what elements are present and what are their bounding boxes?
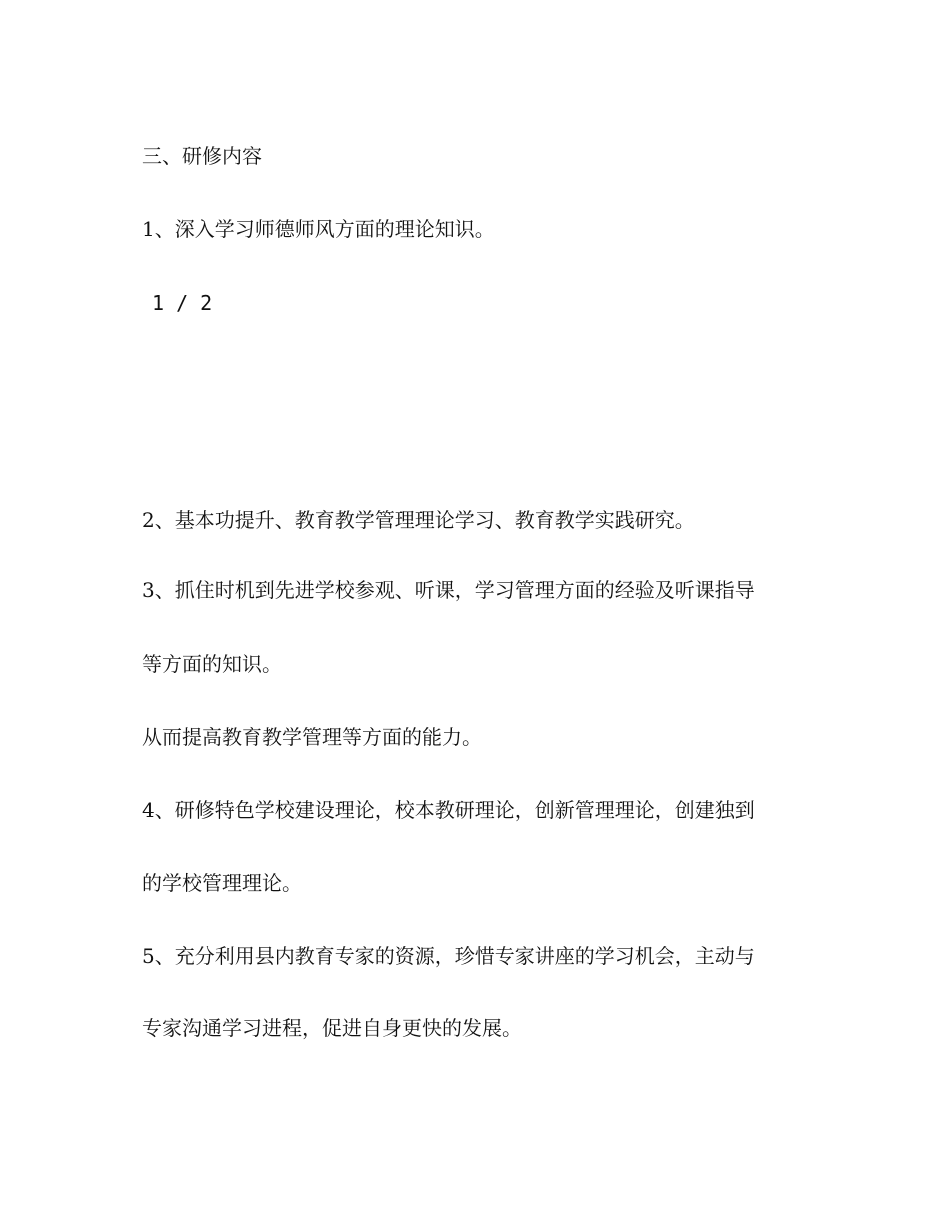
list-item-1: 1、深入学习师德师风方面的理论知识。: [142, 217, 495, 241]
section-heading: 三、研修内容: [142, 144, 262, 168]
list-item-2: 2、基本功提升、教育教学管理理论学习、教育教学实践研究。: [142, 508, 695, 532]
list-item-3-line-3: 从而提高教育教学管理等方面的能力。: [142, 725, 482, 749]
list-item-3-line-1: 3、抓住时机到先进学校参观、听课，学习管理方面的经验及听课指导: [142, 578, 755, 602]
list-item-5-line-2: 专家沟通学习进程，促进自身更快的发展。: [142, 1016, 522, 1040]
list-item-4-line-1: 4、研修特色学校建设理论，校本教研理论，创新管理理论，创建独到: [142, 798, 755, 822]
page-number: 1 / 2: [152, 291, 213, 315]
list-item-5-line-1: 5、充分利用县内教育专家的资源，珍惜专家讲座的学习机会，主动与: [142, 944, 755, 968]
list-item-3-line-2: 等方面的知识。: [142, 652, 282, 676]
list-item-4-line-2: 的学校管理理论。: [142, 871, 302, 895]
